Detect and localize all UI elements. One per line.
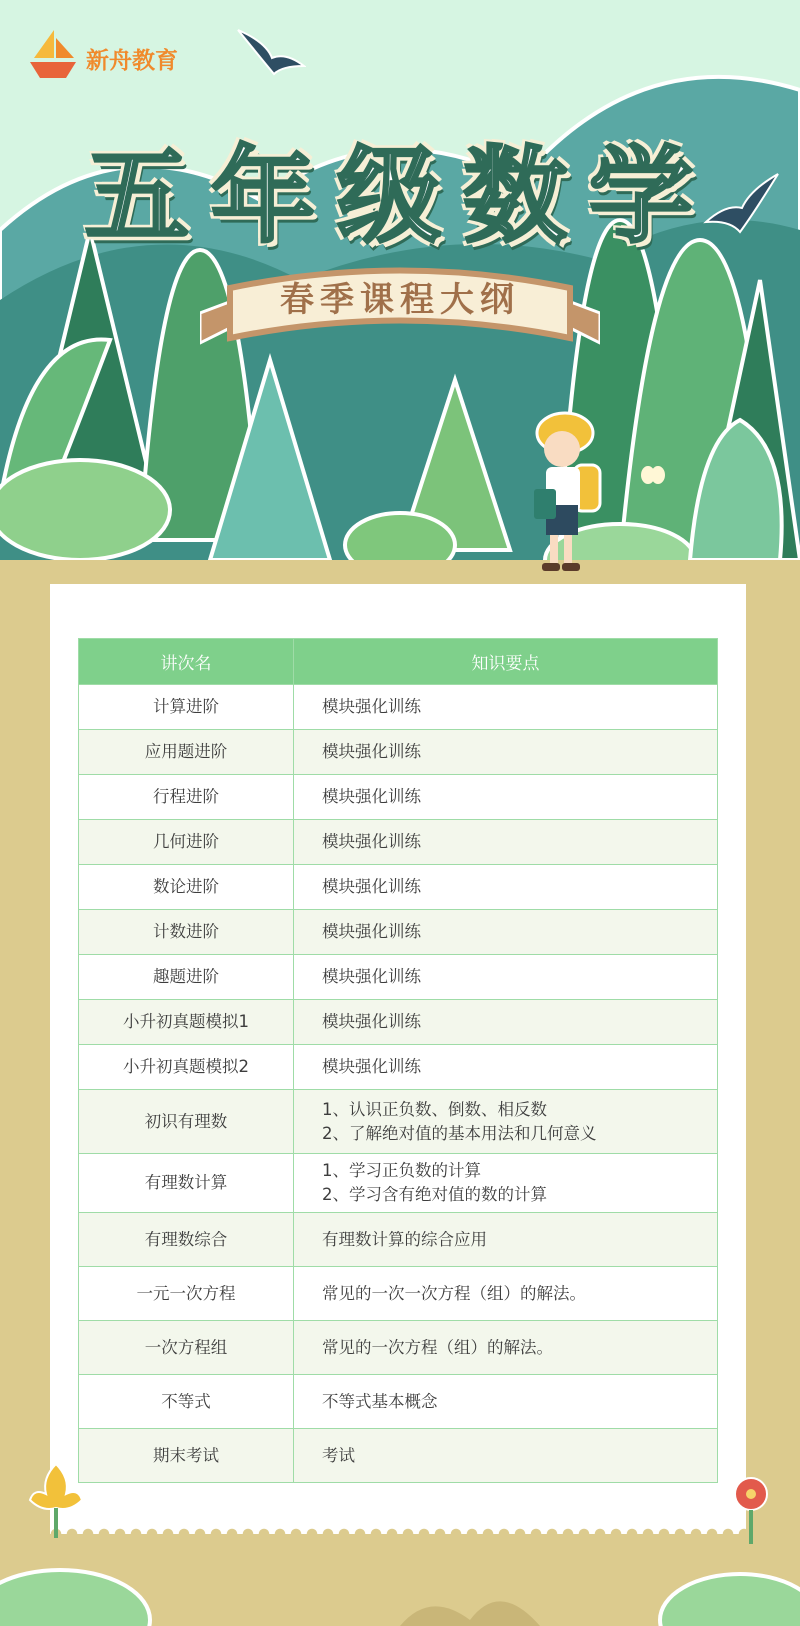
lesson-name: 计数进阶 bbox=[79, 910, 294, 955]
butterfly-icon bbox=[640, 465, 666, 487]
knowledge-point: 考试 bbox=[294, 1429, 718, 1483]
knowledge-point: 模块强化训练 bbox=[294, 775, 718, 820]
header-scene bbox=[0, 0, 800, 600]
flower-icon bbox=[726, 1476, 776, 1546]
lesson-name: 不等式 bbox=[79, 1375, 294, 1429]
flower-icon bbox=[26, 1460, 86, 1540]
table-row bbox=[79, 955, 718, 1000]
lesson-name: 一元一次方程 bbox=[79, 1267, 294, 1321]
table-row bbox=[79, 1375, 718, 1429]
table-row bbox=[79, 1090, 718, 1154]
table-row bbox=[79, 1154, 718, 1213]
lesson-name: 应用题进阶 bbox=[79, 730, 294, 775]
knowledge-point: 模块强化训练 bbox=[294, 1045, 718, 1090]
lesson-name: 行程进阶 bbox=[79, 775, 294, 820]
knowledge-point bbox=[294, 1154, 718, 1213]
lesson-name: 趣题进阶 bbox=[79, 955, 294, 1000]
lesson-name: 计算进阶 bbox=[79, 685, 294, 730]
knowledge-point: 模块强化训练 bbox=[294, 1000, 718, 1045]
lesson-name: 数论进阶 bbox=[79, 865, 294, 910]
lesson-name: 期末考试 bbox=[79, 1429, 294, 1483]
table-header-row bbox=[79, 639, 718, 685]
knowledge-point bbox=[294, 1090, 718, 1154]
knowledge-line: 1、学习正负数的计算 bbox=[322, 1161, 481, 1180]
table-row bbox=[79, 685, 718, 730]
knowledge-line: 2、学习含有绝对值的数的计算 bbox=[322, 1185, 547, 1204]
lesson-name: 一次方程组 bbox=[79, 1321, 294, 1375]
brand-logo[interactable] bbox=[28, 28, 178, 88]
knowledge-line: 1、认识正负数、倒数、相反数 bbox=[322, 1099, 547, 1119]
page-title: 五年级数学 bbox=[84, 134, 715, 257]
table-row bbox=[79, 910, 718, 955]
lesson-name: 小升初真题模拟2 bbox=[79, 1045, 294, 1090]
knowledge-point: 常见的一次一次方程（组）的解法。 bbox=[294, 1267, 718, 1321]
table-row bbox=[79, 1045, 718, 1090]
table-row bbox=[79, 1000, 718, 1045]
lesson-name: 小升初真题模拟1 bbox=[79, 1000, 294, 1045]
table-row bbox=[79, 865, 718, 910]
table-row bbox=[79, 1321, 718, 1375]
column-header-lesson: 讲次名 bbox=[79, 639, 294, 685]
lesson-name: 有理数计算 bbox=[79, 1154, 294, 1213]
page-subtitle: 春季课程大纲 bbox=[280, 280, 520, 320]
knowledge-point: 模块强化训练 bbox=[294, 865, 718, 910]
knowledge-point: 模块强化训练 bbox=[294, 820, 718, 865]
knowledge-point: 有理数计算的综合应用 bbox=[294, 1213, 718, 1267]
column-header-knowledge: 知识要点 bbox=[294, 639, 718, 685]
knowledge-point: 模块强化训练 bbox=[294, 910, 718, 955]
table-row bbox=[79, 730, 718, 775]
logo-icon bbox=[28, 28, 78, 88]
lesson-name: 初识有理数 bbox=[79, 1090, 294, 1154]
table-row bbox=[79, 1267, 718, 1321]
table-row bbox=[79, 775, 718, 820]
knowledge-point: 常见的一次方程（组）的解法。 bbox=[294, 1321, 718, 1375]
footer-decoration bbox=[0, 1470, 800, 1626]
knowledge-point: 模块强化训练 bbox=[294, 685, 718, 730]
knowledge-point: 模块强化训练 bbox=[294, 955, 718, 1000]
swallow-bird-icon bbox=[236, 22, 306, 82]
lesson-name: 几何进阶 bbox=[79, 820, 294, 865]
knowledge-point: 不等式基本概念 bbox=[294, 1375, 718, 1429]
table-row bbox=[79, 820, 718, 865]
lesson-name: 有理数综合 bbox=[79, 1213, 294, 1267]
syllabus-table bbox=[78, 638, 718, 1483]
child-student-icon bbox=[520, 405, 610, 585]
knowledge-point: 模块强化训练 bbox=[294, 730, 718, 775]
knowledge-line: 2、了解绝对值的基本用法和几何意义 bbox=[322, 1123, 597, 1143]
brand-name: 新舟教育 bbox=[86, 47, 178, 74]
table-row bbox=[79, 1213, 718, 1267]
